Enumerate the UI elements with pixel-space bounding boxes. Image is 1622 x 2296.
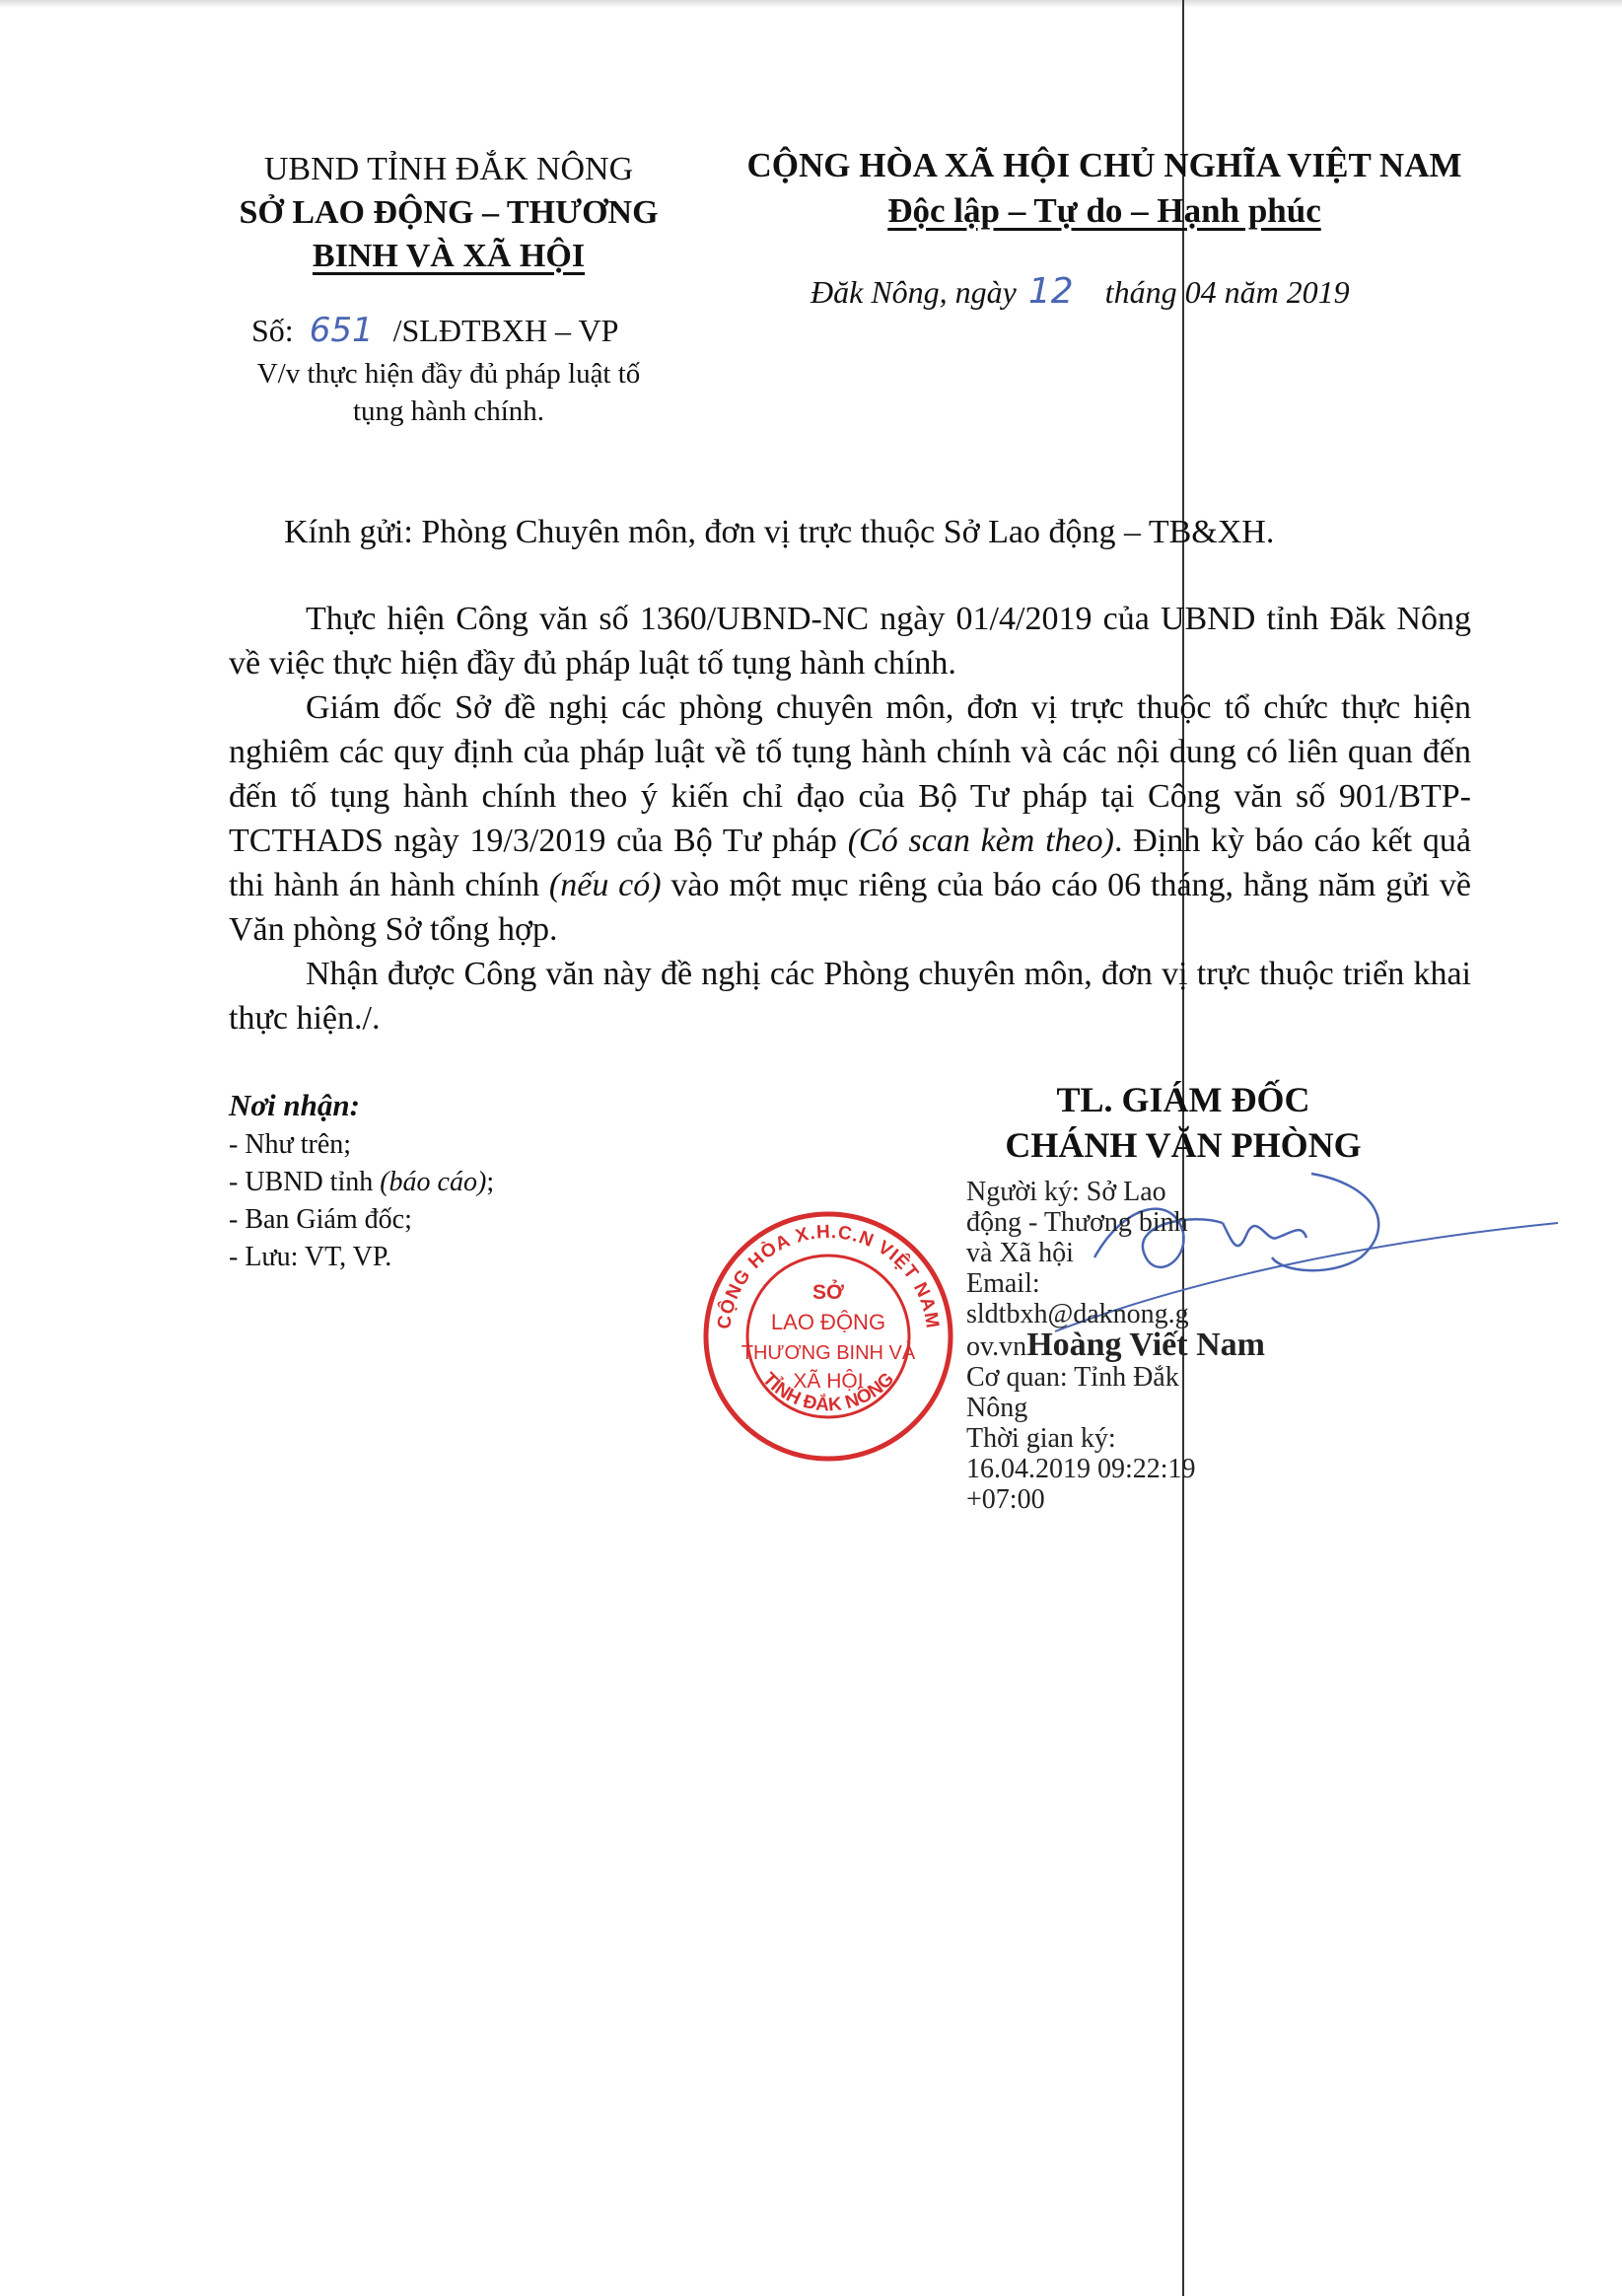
header-left (192, 148, 705, 278)
subject-line1: V/v thực hiện đầy đủ pháp luật tố (256, 358, 641, 390)
document-subject (212, 355, 685, 430)
recipients-item: - Lưu: VT, VP. (229, 1242, 392, 1272)
body-paragraph-3: Nhận được Công văn này đề nghị các Phòng chuyên môn, đơn vị trực thuộc triển khai thực hiện./. (229, 956, 1471, 1037)
signature-titles (907, 1077, 1459, 1168)
body-p2-text-a: Giám đốc Sở đề nghị các phòng chuyên môn, đơn vị trực thuộc tổ chức thực hiện nghiêm các quy định của pháp luật về tố tụng hành chính và các nội dung có liên quan đến đến tố tụng hành chính theo ý kiến chỉ đạo của Bộ Tư pháp tại Công văn số 901/BTP-TCTHADS ngày 19/3/2019 của Bộ Tư pháp (229, 689, 1471, 859)
stamp-center-line2: LAO ĐỘNG (770, 1310, 886, 1334)
date-day-handwritten: 12 (1027, 271, 1074, 312)
subject-line2: tụng hành chính. (352, 395, 545, 427)
recipients-item: - Như trên; (229, 1129, 352, 1160)
digital-sig-line: và Xã hội (966, 1238, 1074, 1268)
number-prefix: Số: (251, 313, 294, 348)
signer-name: Hoàng Viết Nam (1026, 1327, 1265, 1363)
number-suffix: /SLĐTBXH – VP (392, 313, 619, 348)
recipient-line: Kính gửi: Phòng Chuyên môn, đơn vị trực thuộc Sở Lao động – TB&XH. (284, 514, 1275, 550)
digital-sig-line: 16.04.2019 09:22:19 (966, 1454, 1196, 1484)
department-name-line1: SỞ LAO ĐỘNG – THƯƠNG (239, 194, 659, 231)
header-right (710, 143, 1499, 234)
document-body (229, 597, 1471, 1040)
recipients-item (229, 1164, 494, 1201)
body-p2-italic-scan: (Có scan kèm theo) (847, 823, 1114, 859)
recipients-item2-italic: (báo cáo) (380, 1167, 487, 1197)
body-p2-italic-ifany: (nếu có) (548, 867, 662, 903)
scan-edge (0, 0, 1622, 8)
digital-sig-line: +07:00 (966, 1484, 1045, 1515)
digital-sig-line: sldtbxh@daknong.g (966, 1299, 1189, 1329)
authority-name: UBND TỈNH ĐẮK NÔNG (263, 151, 634, 187)
stamp-center-line3: THƯƠNG BINH VÀ (740, 1342, 916, 1364)
digital-sig-line: Nông (966, 1393, 1028, 1423)
document-date (811, 272, 1350, 312)
national-motto: Độc lập – Tự do – Hạnh phúc (887, 191, 1321, 230)
stamp-ring-top: CỘNG HÒA X.H.C.N VIỆT NAM (714, 1221, 943, 1330)
digital-sig-line: Thời gian ký: (966, 1423, 1116, 1454)
digital-sig-line: Cơ quan: Tỉnh Đắk (966, 1362, 1179, 1393)
digital-sig-email-end: ov.vn (966, 1331, 1027, 1362)
signature-title-1: TL. GIÁM ĐỐC (1056, 1080, 1310, 1119)
body-p2-text-b: . Định kỳ báo cáo kết quả thi hành án hành chính (229, 823, 1471, 903)
recipients-item: - Ban Giám đốc; (229, 1204, 412, 1235)
digital-sig-line: động - Thương binh (966, 1207, 1188, 1238)
country-name: CỘNG HÒA XÃ HỘI CHỦ NGHĨA VIỆT NAM (746, 146, 1462, 184)
stamp-ring-bottom: TỈNH ĐẮK NÔNG (757, 1368, 899, 1416)
recipients-item2-a: - UBND tỉnh (229, 1167, 381, 1197)
date-rest: tháng 04 năm 2019 (1104, 274, 1350, 310)
stamp-center-line1: SỞ (812, 1281, 844, 1304)
digital-sig-line (966, 1327, 1265, 1363)
digital-sig-line: Email: (966, 1268, 1040, 1299)
official-stamp (700, 1208, 956, 1465)
recipients-title: Nơi nhận: (229, 1088, 360, 1122)
date-place: Đăk Nông, ngày (811, 274, 1017, 310)
signature-title-2: CHÁNH VĂN PHÒNG (1005, 1125, 1362, 1165)
recipients-item2-c: ; (486, 1167, 495, 1197)
number-handwritten: 651 (309, 311, 374, 350)
stamp-center-line4: XÃ HỘI (793, 1370, 864, 1393)
department-name-line2: BINH VÀ XÃ HỘI (312, 238, 586, 274)
digital-signature-info (966, 1177, 1265, 1515)
digital-sig-line: Người ký: Sở Lao (966, 1177, 1166, 1207)
document-number (251, 311, 618, 350)
body-paragraph-1: Thực hiện Công văn số 1360/UBND-NC ngày 01/4/2019 của UBND tỉnh Đăk Nông về việc thực hiện đầy đủ pháp luật tố tụng hành chính. (229, 601, 1471, 682)
body-p2-text-c: vào một mục riêng của báo cáo 06 tháng, hằng năm gửi về Văn phòng Sở tổng hợp. (229, 867, 1472, 948)
body-paragraph-2 (229, 685, 1471, 952)
recipients-block (229, 1085, 494, 1276)
